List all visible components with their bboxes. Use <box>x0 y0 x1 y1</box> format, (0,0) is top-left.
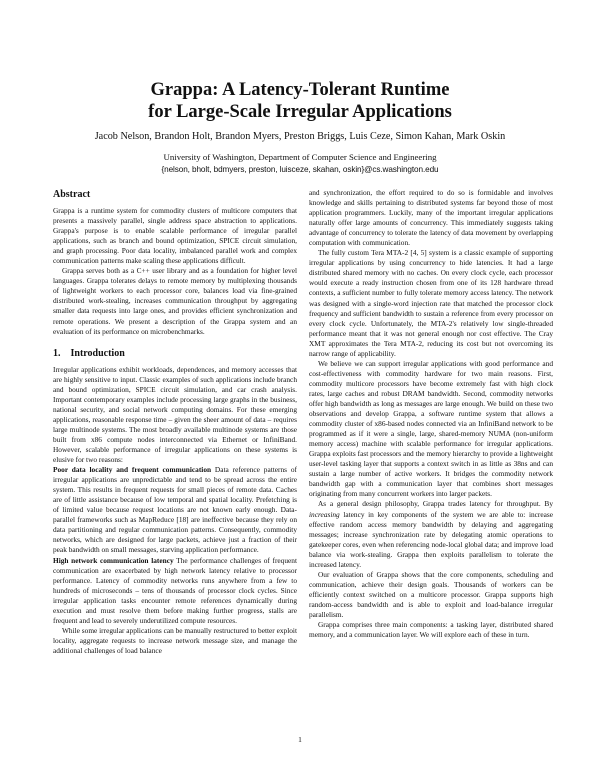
paragraph-body: As a general design philosophy, Grappa trades latency for throughput. By <box>318 499 553 509</box>
intro-paragraph <box>53 556 297 626</box>
right-column <box>309 188 553 640</box>
intro-paragraph: Irregular applications exhibit workloads, dependences, and memory accesses that are highly sensitive to input. Classic examples of such applications include branch and bound optimization, SPICE circuit simulation, and car crash analysis. Important contemporary examples include processing large graphs in the business, national security, and social network computing domains. For these emerging applications, reasonable response time – given the sheer amount of data – requires large multinode systems. The most broadly available multinode systems are those built from x86 compute nodes interconnected via Ethernet or InfiniBand. However, scalable performance of irregular applications on these systems is elusive for two reasons: <box>53 364 297 465</box>
paper-title-line-2: for Large-Scale Irregular Applications <box>148 102 452 122</box>
left-column <box>53 188 297 656</box>
paragraph-body: The performance challenges of frequent communication are exacerbated by high network latency relative to processor performance. Latency of commodity networks runs anywhere from a few to hundreds of microseconds – tens of thousands of processor clock cycles. Since irregular application tasks encounter remote references dynamically during execution and must resolve them before making further progress, stalls are frequent and lead to severely underutilized compute resources. <box>53 555 297 625</box>
body-paragraph <box>309 499 553 569</box>
body-paragraph: We believe we can support irregular applications with good performance and cost-effectiveness with commodity hardware for two main reasons. First, commodity multicore processors have become extremely fast with high clock rates, large caches and robust DRAM bandwidth. Second, commodity networks offer high bandwidth as long as messages are large enough. We build on these two observations and develop Grappa, a software runtime system that allows a commodity cluster of x86-based nodes connected via an InfiniBand network to be programmed as if it were a single, large, shared-memory NUMA (non-uniform memory access) machine with scalable performance for irregular applications. Grappa exploits fast processors and the memory hierarchy to provide a lightweight user-level tasking layer that supports a context switch in as little as 38ns and can sustain a large number of active workers. It bridges the commodity network bandwidth gap with a communication layer that combines short messages originating from many concurrent workers into larger packets. <box>309 358 553 499</box>
affiliation: University of Washington, Department of Computer Science and Engineering <box>163 152 437 162</box>
body-paragraph: The fully custom Tera MTA-2 [4, 5] system is a classic example of supporting irregular applications by using concurrency to hide latencies. It had a large distributed shared memory with no caches. On every clock cycle, each processor would execute a ready instruction chosen from one of its 128 hardware thread contexts, a sufficient number to fully tolerate memory access latency. The network was designed with a single-word injection rate that matched the processor clock frequency and sufficient bandwidth to sustain a reference from every processor on every clock cycle. Unfortunately, the MTA-2's relatively low single-threaded performance meant that it was not general enough nor cost effective. The Cray XMT approximates the Tera MTA-2, reducing its cost but not overcoming its narrow range of applicability. <box>309 248 553 358</box>
introduction-heading: 1. Introduction <box>53 347 125 359</box>
paper-title-line-1: Grappa: A Latency-Tolerant Runtime <box>150 80 450 100</box>
paragraph-body: latency in key components of the system we are able to: increase effective random access memory bandwidth by delaying and aggregating messages; increase synchronization rate by delegating atomic operations to gatekeeper cores, even when referencing node-local global data; and improve load balance via work-stealing. Grappa then exploits parallelism to tolerate the increased latency. <box>309 509 553 569</box>
abstract-heading: Abstract <box>53 189 91 200</box>
page-number: 1 <box>298 735 302 744</box>
intro-paragraph: While some irregular applications can be manually restructured to better exploit locality, aggregate requests to increase network message size, and manage the additional challenges of load balance <box>53 625 297 655</box>
abstract-paragraph: Grappa serves both as a C++ user library and as a foundation for higher level languages. Grappa tolerates delays to remote memory by multiplexing thousands of lightweight workers to each processor core, balances load via fine-grained distributed work-stealing, increases communication throughput by aggregating smaller data requests into large ones, and provides efficient synchronization and remote operations. We present a description of the Grappa system and an evaluation of its performance on microbenchmarks. <box>53 266 297 336</box>
emphasis: increasing <box>309 509 340 519</box>
body-paragraph: Our evaluation of Grappa shows that the core components, scheduling and communication, achieve their design goals. Thousands of workers can be efficiently context switched on a multicore processor. Grappa supports high random-access bandwidth and is able to exploit and load-balance irregular parallelism. <box>309 569 553 619</box>
abstract-paragraph: Grappa is a runtime system for commodity clusters of multicore computers that presents a massively parallel, single address space abstraction to applications. Grappa's purpose is to enable scalable performance of irregular parallel applications, such as branch and bound optimization, SPICE circuit simulation, and graph processing. Poor data locality, imbalanced parallel work and complex communication patterns make scaling these applications difficult. <box>53 206 297 266</box>
intro-paragraph <box>53 465 297 555</box>
author-emails: {nelson, bholt, bdmyers, preston, luisceze, skahan, oskin}@cs.washington.edu <box>161 165 439 174</box>
author-list: Jacob Nelson, Brandon Holt, Brandon Myers, Preston Briggs, Luis Ceze, Simon Kahan, Mark Oskin <box>94 131 506 142</box>
run-in-heading: High network communication latency <box>53 555 174 565</box>
body-paragraph: Grappa comprises three main components: a tasking layer, distributed shared memory, and a communication layer. We will explore each of these in turn. <box>309 620 553 640</box>
body-paragraph: and synchronization, the effort required to do so is formidable and involves knowledge and skills pertaining to distributed systems far beyond those of most application programmers. Luckily, many of the important irregular applications naturally offer large amounts of concurrency. This immediately suggests taking advantage of concurrency to tolerate the latency of data movement by overlapping computation with communication. <box>309 188 553 248</box>
paragraph-body: Data reference patterns of irregular applications are unpredictable and tend to be spread across the entire system. This results in frequent requests for small pieces of remote data. Caches are of little assistance because of low temporal and spatial locality. Prefetching is of limited value because request locations are not known early enough. Data-parallel frameworks such as MapReduce [18] are ineffective because they rely on data partitioning and regular communication patterns. Consequently, commodity networks, which are designed for large packets, achieve just a fraction of their peak bandwidth on small messages, starving application performance. <box>53 465 297 555</box>
run-in-heading: Poor data locality and frequent communication <box>53 465 212 475</box>
